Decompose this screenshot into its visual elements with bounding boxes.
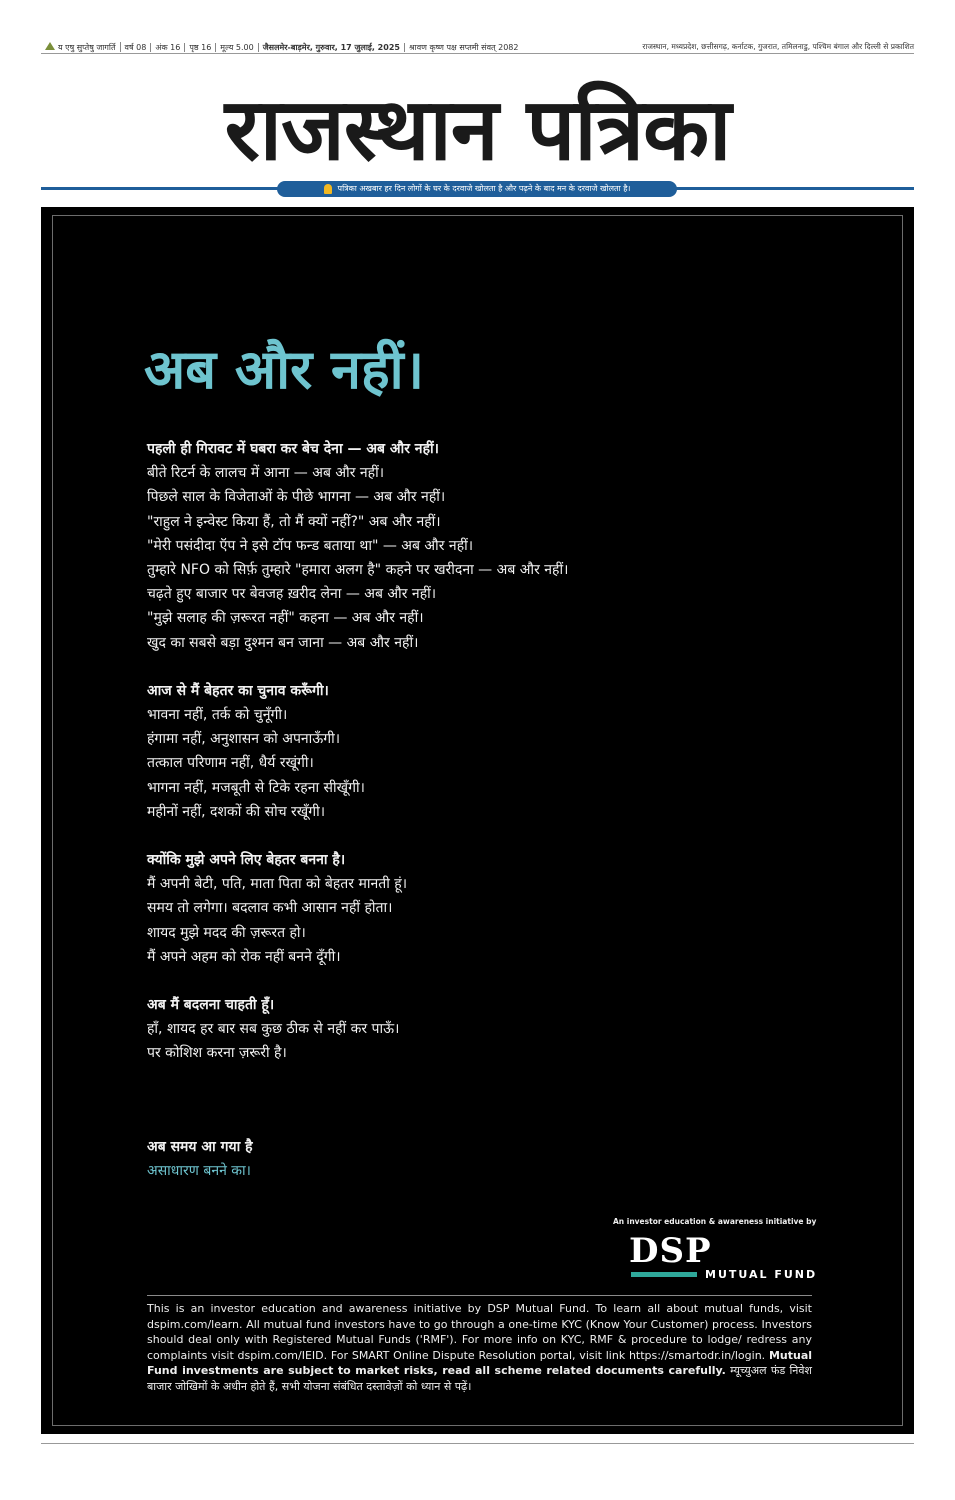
dsp-brand-block [613, 1217, 818, 1281]
text-line: पर कोशिश करना ज़रूरी है। [147, 1045, 287, 1062]
edition-info-bar [41, 40, 914, 54]
disclaimer-divider [147, 1295, 812, 1296]
dsp-logo-letters: DSP [629, 1231, 712, 1271]
text-line: "मुझे सलाह की ज़रूरत नहीं" कहना — अब और नहीं। [147, 610, 424, 627]
disclaimer-hindi: म्यूच्युअल फंड निवेश बाजार जोखिमों के अधीन होते हैं, सभी योजना संबंधित दस्तावेज़ों को ध्यान से पढ़ें। [147, 1364, 812, 1393]
motto: य एषु सुप्तेषु जागर्ति [41, 42, 121, 52]
volume: वर्ष 08 [121, 43, 152, 52]
dsp-advertisement [41, 207, 914, 1434]
newspaper-masthead: राजस्थान पत्रिका [224, 80, 731, 180]
text-line: हाँ, शायद हर बार सब कुछ ठीक से नहीं कर पाऊँ। [147, 1021, 400, 1038]
closing-line-2: असाधारण बनने का। [147, 1163, 251, 1179]
dsp-logo-subtext: MUTUAL FUND [705, 1268, 818, 1281]
text-line: खुद का सबसे बड़ा दुश्मन बन जाना — अब और नहीं। [147, 634, 419, 651]
edition-date: जैसलमेर-बाड़मेर, गुरुवार, 17 जुलाई, 2025 [259, 43, 405, 52]
text-line: समय तो लगेगा। बदलाव कभी आसान नहीं होता। [147, 900, 393, 917]
text-line: शायद मुझे मदद की ज़रूरत हो। [147, 924, 306, 941]
text-line: भागना नहीं, मजबूती से टिके रहना सीखूँगी। [147, 779, 365, 796]
paragraph-3 [147, 848, 787, 969]
text-line: मैं अपनी बेटी, पति, माता पिता को बेहतर मानती हूं। [147, 876, 408, 893]
ad-body [147, 437, 787, 1090]
disclaimer-main: This is an investor education and awareness initiative by DSP Mutual Fund. To learn all about mutual funds, visit dspim.com/learn. All mutual fund investors have to go through a one-time KYC (Know Your Customer) process. Investors should deal only with Registered Mutual Funds ('RMF'). For more info on KYC, RMF & procedure to lodge/ redress any complaints visit dspim.com/IEID. For SMART Online Dispute Resolution portal, visit link https://smartodr.in/login. [147, 1302, 812, 1362]
text-line: हंगामा नहीं, अनुशासन को अपनाऊँगी। [147, 731, 341, 748]
dsp-logo [613, 1231, 818, 1281]
text-line: "मेरी पसंदीदा ऍप ने इसे टॉप फन्ड बताया था" — अब और नहीं। [147, 537, 474, 554]
paragraph-2 [147, 679, 787, 824]
bottom-divider [41, 1443, 914, 1444]
page-count: पृष्ठ 16 [185, 43, 216, 52]
price: मूल्य 5.00 [216, 43, 258, 52]
text-line: तत्काल परिणाम नहीं, धैर्य रखूंगी। [147, 755, 314, 772]
closing-line-1: अब समय आ गया है [147, 1139, 253, 1155]
text-line: पहली ही गिरावट में घबरा कर बेच देना — अब और नहीं। [147, 441, 439, 457]
paragraph-4 [147, 993, 787, 1066]
edition-details [41, 40, 522, 54]
pin-icon [324, 184, 332, 194]
text-line: पिछले साल के विजेताओं के पीछे भागना — अब और नहीं। [147, 489, 446, 506]
dsp-logo-bar [631, 1272, 697, 1277]
published-from: राजस्थान, मध्यप्रदेश, छत्तीसगढ़, कर्नाटक, गुजरात, तमिलनाडु, पश्चिम बंगाल और दिल्ली से प्रकाशित [642, 42, 914, 51]
issue-number: अंक 16 [151, 43, 185, 52]
hindu-calendar-date: श्रावण कृष्ण पक्ष सप्तमी संवत् 2082 [408, 42, 519, 52]
text-line: तुम्हारे NFO को सिर्फ़ तुम्हारे "हमारा अलग है" कहने पर खरीदना — अब और नहीं। [147, 562, 569, 579]
text-line: अब मैं बदलना चाहती हूँ। [147, 997, 275, 1014]
text-line: आज से मैं बेहतर का चुनाव करूँगी। [147, 682, 329, 699]
disclaimer-text [147, 1301, 812, 1394]
ad-headline: अब और नहीं। [144, 338, 425, 401]
text-line: बीते रिटर्न के लालच में आना — अब और नहीं। [147, 465, 385, 482]
text-line: चढ़ते हुए बाजार पर बेवजह ख़रीद लेना — अब और नहीं। [147, 586, 437, 603]
patrika-logo-icon [45, 42, 55, 50]
text-line: "राहुल ने इन्वेस्ट किया हैं, तो मैं क्यों नहीं?" अब और नहीं। [147, 513, 441, 530]
masthead-tagline: पत्रिका अखबार हर दिन लोगों के घर के दरवाजे खोलता है और पढ़ने के बाद मन के दरवाजे खोलता है। [277, 181, 677, 197]
paragraph-1 [147, 437, 787, 655]
disclaimer-bold: Mutual Fund investments are subject to market risks, read all scheme related documents carefully. [147, 1348, 813, 1377]
text-line: क्योंकि मुझे अपने लिए बेहतर बनना है। [147, 852, 346, 869]
top-divider [41, 53, 914, 54]
text-line: भावना नहीं, तर्क को चुनूँगी। [147, 707, 288, 724]
closing-message [147, 1135, 253, 1183]
text-line: मैं अपने अहम को रोक नहीं बनने दूँगी। [147, 948, 341, 965]
initiative-label: An investor education & awareness initiative by [613, 1217, 817, 1226]
text-line: महीनों नहीं, दशकों की सोच रखूँगी। [147, 803, 326, 820]
